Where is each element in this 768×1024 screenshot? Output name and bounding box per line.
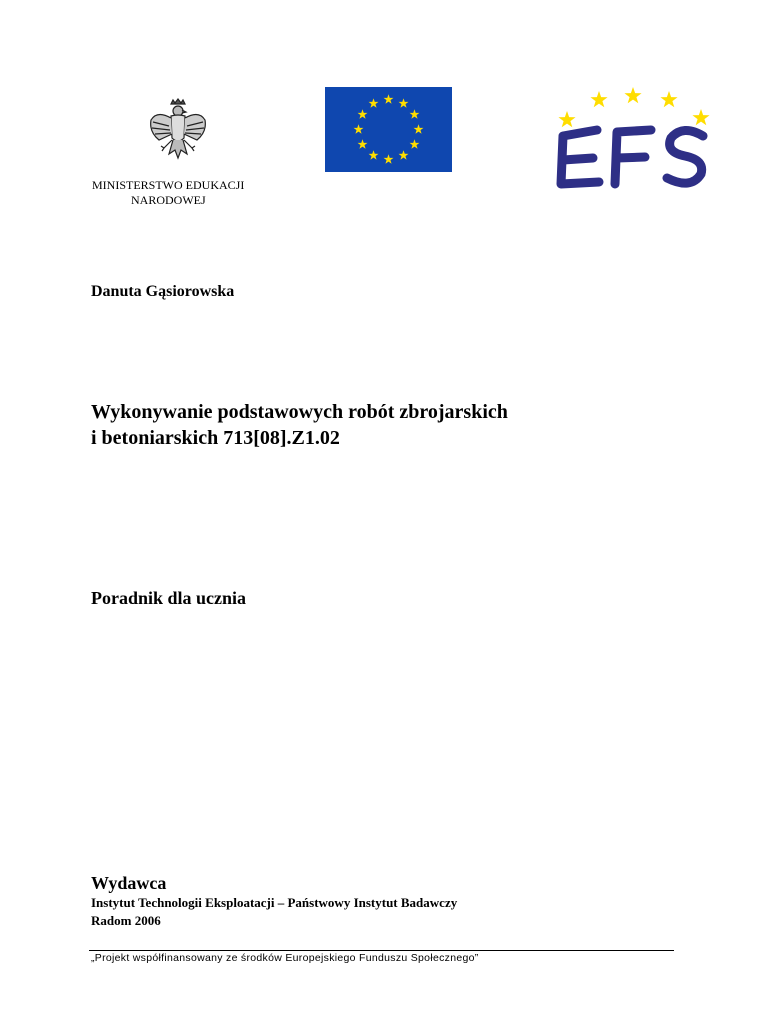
ministry-line2: NARODOWEJ — [131, 193, 206, 207]
eu-flag-icon — [325, 87, 452, 172]
efs-star-icon — [590, 91, 607, 107]
efs-logo-icon — [553, 86, 715, 190]
publisher-label: Wydawca — [91, 873, 167, 893]
author-name: Danuta Gąsiorowska — [91, 283, 235, 300]
efs-star-icon — [558, 111, 575, 127]
footer-divider — [89, 950, 674, 951]
footer-note: „Projekt współfinansowany ze środków Europejskiego Funduszu Społecznego” — [91, 952, 479, 964]
publisher-name: Instytut Technologii Eksploatacji – Państwowy Instytut Badawczy — [91, 895, 458, 910]
title-line1: Wykonywanie podstawowych robót zbrojarskich — [91, 401, 508, 423]
ministry-line1: MINISTERSTWO EDUKACJI — [92, 178, 245, 192]
document-subtitle: Poradnik dla ucznia — [91, 588, 247, 608]
efs-star-icon — [692, 109, 709, 125]
title-line2: i betoniarskich 713[08].Z1.02 — [91, 427, 340, 449]
efs-star-icon — [660, 91, 677, 107]
efs-star-icon — [624, 87, 641, 103]
ministry-name — [92, 178, 292, 208]
polish-eagle-icon — [137, 98, 219, 170]
publisher-place-year: Radom 2006 — [91, 913, 161, 928]
document-title — [91, 399, 691, 451]
